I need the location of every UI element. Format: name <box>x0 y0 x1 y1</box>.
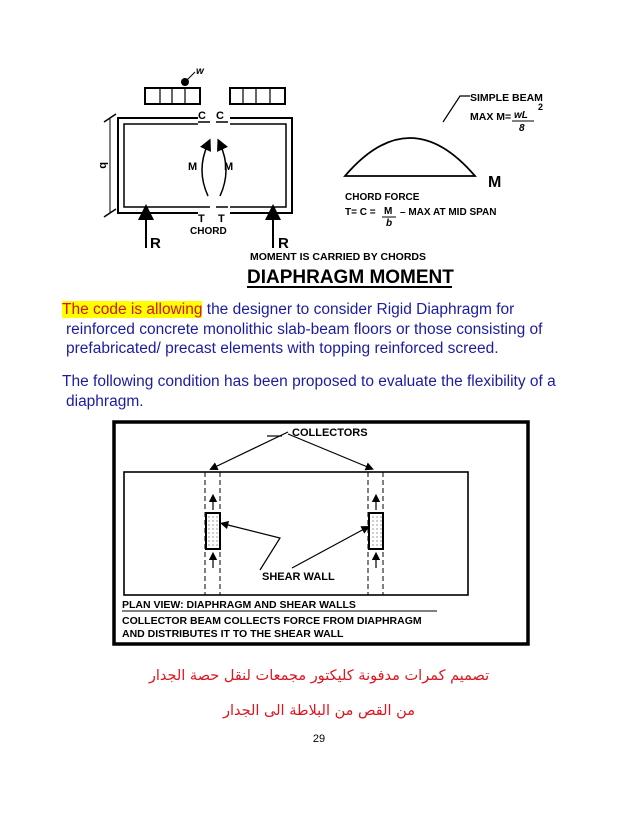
max-mid-span: – MAX AT MID SPAN <box>400 207 497 218</box>
shear-wall-label: SHEAR WALL <box>262 571 335 583</box>
paragraph-line-1 <box>62 300 582 320</box>
paragraph-rigid-diaphragm <box>62 300 582 359</box>
paragraph2-line-1: The following condition has been proposed to evaluate the flexibility of a <box>62 373 556 390</box>
figure-title: DIAPHRAGM MOMENT <box>247 267 454 288</box>
tension-right: T <box>218 213 225 225</box>
span-b-label: b <box>97 162 109 169</box>
load-label: w <box>196 66 204 77</box>
fraction-b: b <box>386 218 393 229</box>
paragraph-line-3: prefabricated/ precast elements with topping reinforced screed. <box>66 340 499 357</box>
caption-line-1: COLLECTOR BEAM COLLECTS FORCE FROM DIAPHRAGM <box>122 615 422 627</box>
moment-m-label: M <box>488 174 502 191</box>
page-number: 29 <box>312 733 326 745</box>
moment-diagram <box>345 138 475 176</box>
reaction-left: R <box>150 235 161 252</box>
denominator-8: 8 <box>519 123 525 134</box>
paragraph-line-2: reinforced concrete monolithic slab-beam floors or those consisting of <box>66 320 543 338</box>
exponent-2: 2 <box>538 102 544 112</box>
plan-view-label: PLAN VIEW: DIAPHRAGM AND SHEAR WALLS <box>122 599 356 611</box>
simple-beam-label: SIMPLE BEAM <box>470 92 543 104</box>
paragraph-flexibility <box>62 372 582 411</box>
shear-wall-left <box>206 513 220 549</box>
chord-label: CHORD <box>190 226 227 237</box>
fraction-m: M <box>384 206 393 217</box>
arabic-line-2: من القص من البلاطة الى الجدار <box>223 703 415 719</box>
chord-force-label: CHORD FORCE <box>345 192 420 203</box>
shear-wall-right <box>369 513 383 549</box>
moment-right: M <box>224 161 234 173</box>
diaphragm-moment-figure <box>0 0 638 290</box>
load-block-right <box>230 88 285 104</box>
highlighted-text: The code is allowing <box>62 301 203 318</box>
arabic-line-1: تصميم كمرات مدفونة كليكتور مجمعات لنقل حصة الجدار <box>148 668 490 684</box>
moment-left: M <box>188 161 198 173</box>
collectors-label: COLLECTORS <box>292 427 368 439</box>
compression-left: C <box>198 110 206 122</box>
moment-carried-label: MOMENT IS CARRIED BY CHORDS <box>250 251 426 263</box>
plan-view-figure <box>112 420 530 646</box>
compression-right: C <box>216 110 224 122</box>
wl-numerator: wL <box>514 110 528 121</box>
line-1-rest: the designer to consider Rigid Diaphragm for <box>202 301 515 318</box>
tc-equation: T= C = <box>345 207 376 218</box>
caption-line-2: AND DISTRIBUTES IT TO THE SHEAR WALL <box>122 628 344 640</box>
tension-left: T <box>198 213 205 225</box>
reaction-right: R <box>278 235 289 252</box>
max-moment-label: MAX M= <box>470 111 512 123</box>
paragraph2-line-2: diaphragm. <box>66 392 144 410</box>
